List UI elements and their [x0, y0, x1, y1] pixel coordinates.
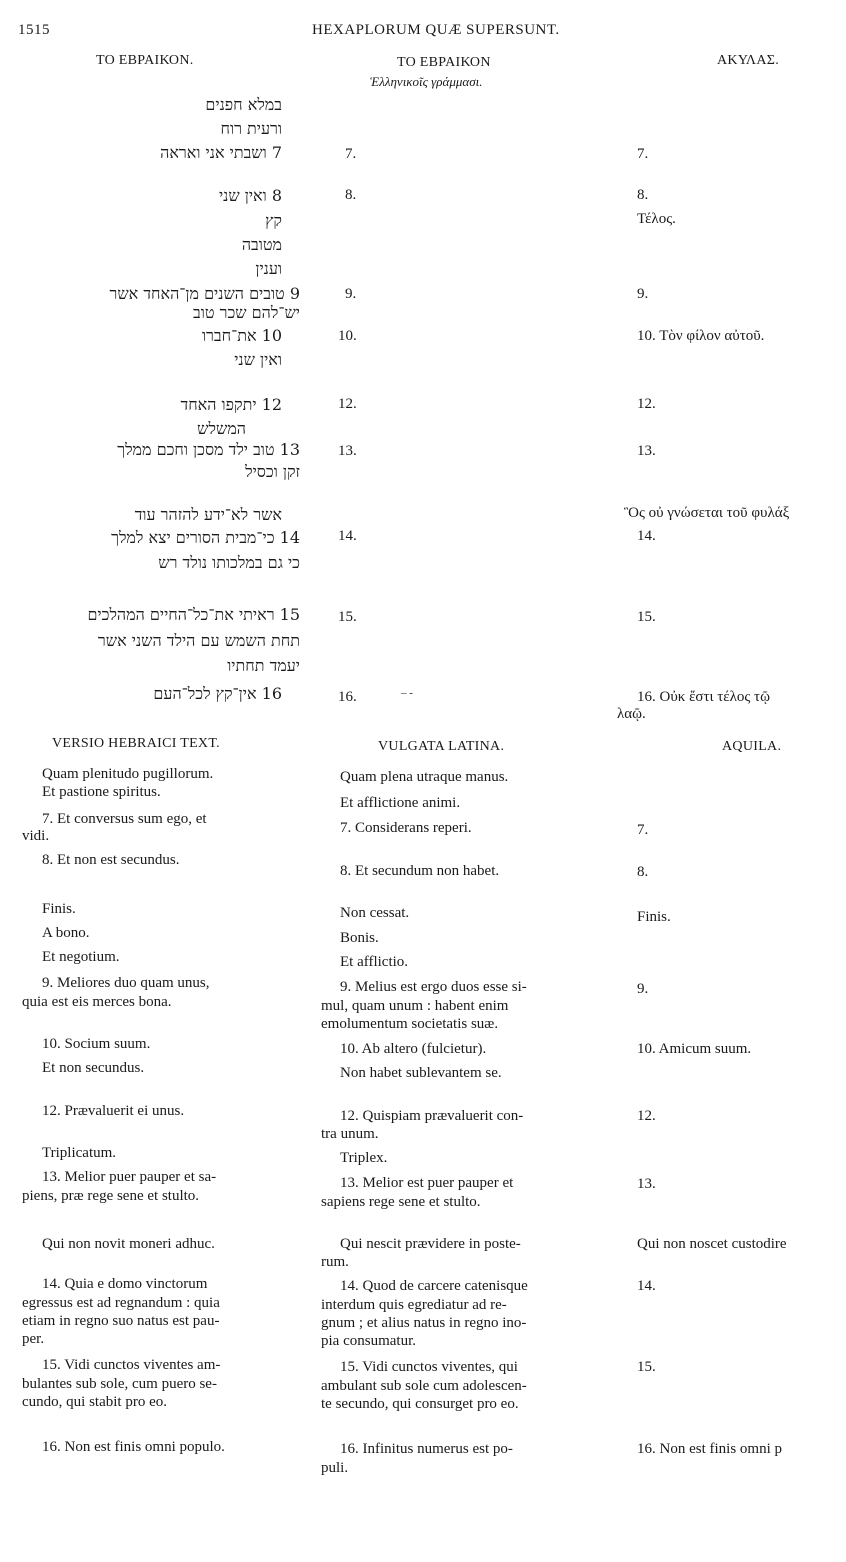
vulgata-line: Qui nescit prævidere in poste- [340, 1236, 521, 1252]
aquila-latin-line: 14. [637, 1278, 656, 1294]
hebrew-line: 10 את־חברו [201, 326, 282, 345]
versio-line: per. [22, 1331, 45, 1347]
hebrew-line: 15 ראיתי את־כל־החיים המהלכים [87, 605, 300, 624]
translit-number: 8. [345, 187, 357, 203]
aquila-greek-line: 15. [637, 609, 656, 625]
hebrew-line: 13 טוב ילד מסכן וחכם ממלך [117, 440, 300, 459]
vulgata-line: mul, quam unum : habent enim [321, 998, 509, 1014]
vulgata-line: 13. Melior est puer pauper et [340, 1175, 514, 1191]
aquila-greek-line: 16. Οὐκ ἔστι τέλος τῷ [637, 689, 770, 705]
running-title: HEXAPLORUM QUÆ SUPERSUNT. [312, 22, 560, 38]
aquila-latin-line: 16. Non est finis omni p [637, 1441, 782, 1457]
aquila-greek-line: 8. [637, 187, 649, 203]
aquila-latin-line: 7. [637, 822, 649, 838]
vulgata-line: 10. Ab altero (fulcietur). [340, 1041, 487, 1057]
header-vulgata: VULGATA LATINA. [378, 739, 505, 754]
versio-line: Finis. [42, 901, 76, 917]
vulgata-line: emolumentum societatis suæ. [321, 1016, 499, 1032]
aquila-latin-line: 8. [637, 864, 649, 880]
hebrew-line: 16 אין־קץ לכל־העם [153, 684, 282, 703]
vulgata-line: te secundo, qui consurget pro eo. [321, 1396, 519, 1412]
versio-line: 14. Quia e domo vinctorum [42, 1276, 208, 1292]
vulgata-line: sapiens rege sene et stulto. [321, 1194, 481, 1210]
aquila-greek-line: 14. [637, 528, 656, 544]
aquila-latin-line: Qui non noscet custodire [637, 1236, 787, 1252]
hebrew-line: 8 ואין שני [218, 186, 282, 205]
aquila-latin-line: 9. [637, 981, 649, 997]
hebrew-line: במלא חפנים [205, 95, 282, 114]
hebrew-line: יש־להם שכר טוב [193, 303, 300, 322]
vulgata-line: Quam plena utraque manus. [340, 769, 509, 785]
vulgata-line: gnum ; et alius natus in regno ino- [321, 1315, 527, 1331]
hebrew-line: 7 ושבתי אני ואראה [160, 143, 282, 162]
aquila-latin-line: 13. [637, 1176, 656, 1192]
vulgata-line: 7. Considerans reperi. [340, 820, 472, 836]
vulgata-line: 15. Vidi cunctos viventes, qui [340, 1359, 518, 1375]
versio-line: 16. Non est finis omni populo. [42, 1439, 225, 1455]
hebrew-line: אשר לא־ידע להזהר עוד [134, 505, 282, 524]
header-hebrew: ΤΟ ΕΒΡΑΙΚΟΝ. [96, 53, 194, 68]
vulgata-line: pia consumatur. [321, 1333, 416, 1349]
aquila-greek-line: 7. [637, 146, 649, 162]
versio-line: Quam plenitudo pugillorum. [42, 766, 214, 782]
translit-number: 9. [345, 286, 357, 302]
versio-line: piens, præ rege sene et stulto. [22, 1188, 200, 1204]
header-aquila-greek: ΑΚΥΛΑΣ. [717, 53, 780, 68]
translit-number: 13. [338, 443, 357, 459]
aquila-greek-line: Ὃς οὐ γνώσεται τοῦ φυλάξ [624, 505, 790, 521]
translit-number: 12. [338, 396, 357, 412]
vulgata-line: Non cessat. [340, 905, 410, 921]
versio-line: 12. Prævaluerit ei unus. [42, 1103, 185, 1119]
translit-number: 7. [345, 146, 357, 162]
page-number: 1515 [18, 22, 50, 38]
hebrew-line: וענין [255, 259, 282, 278]
translit-number: 16. [338, 689, 357, 705]
hebrew-line: זקן וכסיל [245, 462, 300, 481]
versio-line: 9. Meliores duo quam unus, [42, 975, 210, 991]
vulgata-line: puli. [321, 1460, 349, 1476]
vulgata-line: Et afflictione animi. [340, 795, 461, 811]
hebrew-line: יעמד תחתיו [227, 656, 300, 675]
versio-line: 7. Et conversus sum ego, et [42, 811, 207, 827]
aquila-greek-line: λαῷ. [617, 706, 646, 722]
versio-line: etiam in regno suo natus est pau- [22, 1313, 220, 1329]
versio-line: Et pastione spiritus. [42, 784, 161, 800]
aquila-latin-line: 10. Amicum suum. [637, 1041, 752, 1057]
translit-number: 10. [338, 328, 357, 344]
header-hebrew-greek: ΤΟ ΕΒΡΑΙΚΟΝ [397, 55, 491, 70]
aquila-greek-line: Τέλος. [637, 211, 676, 227]
vulgata-line: Triplex. [340, 1150, 388, 1166]
hebrew-line: המשלש [197, 419, 246, 438]
aquila-latin-line: 12. [637, 1108, 656, 1124]
hebrew-line: כי גם במלכותו נולד רש [158, 553, 300, 572]
hebrew-line: קץ [265, 211, 282, 230]
vulgata-line: tra unum. [321, 1126, 379, 1142]
header-versio: VERSIO HEBRAICI TEXT. [52, 736, 220, 751]
hebrew-line: ואין שני [234, 350, 282, 369]
versio-line: egressus est ad regnandum : quia [22, 1295, 220, 1311]
versio-line: 15. Vidi cunctos viventes am- [42, 1357, 221, 1373]
hebrew-line: תחת השמש עם הילד השני אשר [97, 631, 300, 650]
versio-line: 8. Et non est secundus. [42, 852, 180, 868]
vulgata-line: 8. Et secundum non habet. [340, 863, 500, 879]
vulgata-line: 12. Quispiam prævaluerit con- [340, 1108, 524, 1124]
vulgata-line: interdum quis egrediatur ad re- [321, 1297, 507, 1313]
versio-line: 13. Melior puer pauper et sa- [42, 1169, 217, 1185]
translit-number: 15. [338, 609, 357, 625]
vulgata-line: Bonis. [340, 930, 379, 946]
aquila-latin-line: Finis. [637, 909, 671, 925]
translit-number: 14. [338, 528, 357, 544]
aquila-latin-line: 15. [637, 1359, 656, 1375]
versio-line: quia est eis merces bona. [22, 994, 172, 1010]
versio-line: 10. Socium suum. [42, 1036, 151, 1052]
versio-line: Et negotium. [42, 949, 120, 965]
vulgata-line: ambulant sub sole cum adolescen- [321, 1378, 527, 1394]
versio-line: A bono. [42, 925, 90, 941]
aquila-greek-line: 10. Τὸν φίλον αὐτοῦ. [637, 328, 765, 344]
vulgata-line: 16. Infinitus numerus est po- [340, 1441, 513, 1457]
vulgata-line: 9. Melius est ergo duos esse si- [340, 979, 527, 995]
aquila-greek-line: 9. [637, 286, 649, 302]
versio-line: Qui non novit moneri adhuc. [42, 1236, 215, 1252]
versio-line: vidi. [22, 828, 50, 844]
hebrew-line: מטובה [241, 235, 282, 254]
header-aquila-latin: AQUILA. [722, 739, 782, 754]
versio-line: Triplicatum. [42, 1145, 117, 1161]
versio-line: bulantes sub sole, cum puero se- [22, 1376, 217, 1392]
vulgata-line: rum. [321, 1254, 349, 1270]
header-hebrew-greek-sub: Ἑλληνικοῖς γράμμασι. [370, 74, 483, 89]
aquila-greek-line: 12. [637, 396, 656, 412]
aquila-greek-line: 13. [637, 443, 656, 459]
hebrew-line: 9 טובים השנים מן־האחד אשר [109, 284, 300, 303]
hebrew-line: 12 יתקפו האחד [180, 395, 282, 414]
versio-line: Et non secundus. [42, 1060, 145, 1076]
translit-dash: – - [401, 687, 413, 699]
versio-line: cundo, qui stabit pro eo. [22, 1394, 167, 1410]
hebrew-line: ורעית רוח [220, 119, 282, 138]
hebrew-line: 14 כי־מבית הסורים יצא למלך [111, 528, 300, 547]
vulgata-line: Non habet sublevantem se. [340, 1065, 502, 1081]
vulgata-line: 14. Quod de carcere catenisque [340, 1278, 528, 1294]
vulgata-line: Et afflictio. [340, 954, 409, 970]
